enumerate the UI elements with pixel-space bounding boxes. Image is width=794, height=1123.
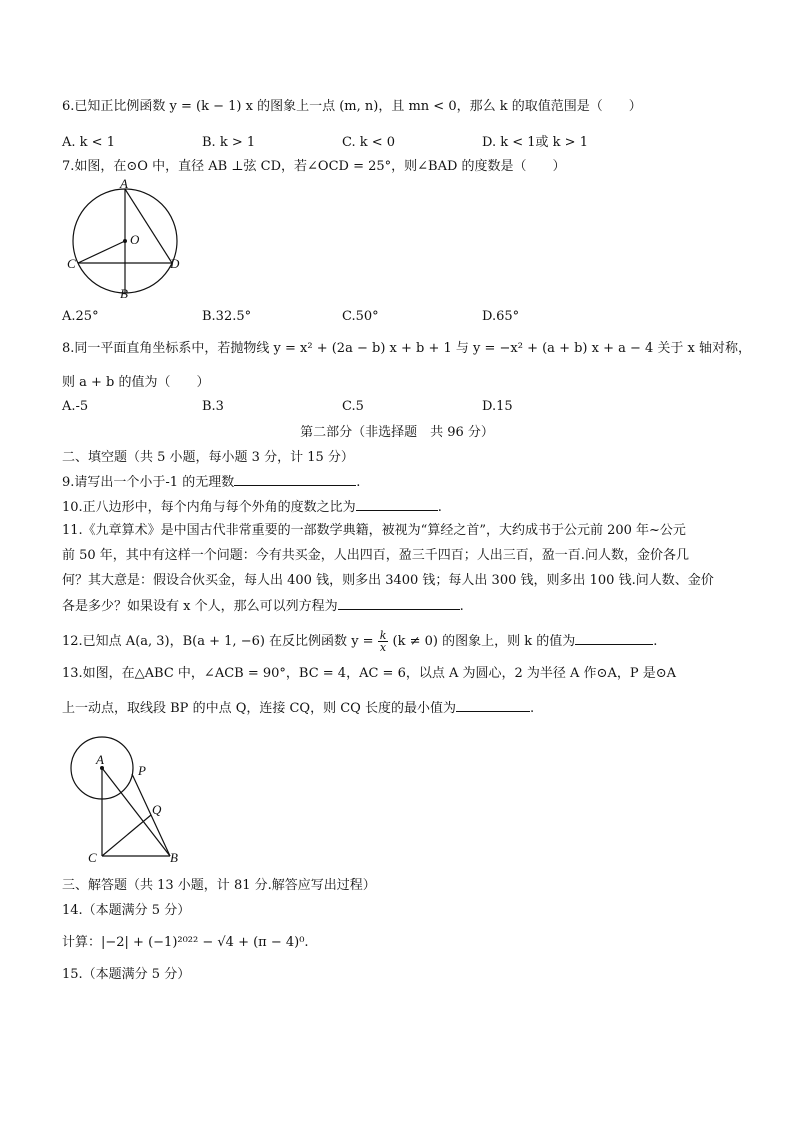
question-10-answer-blank — [356, 498, 438, 511]
question-12-answer-blank — [575, 632, 653, 645]
question-7-circle-figure — [62, 178, 192, 308]
question-8-text-line1: 同一平面直角坐标系中，若抛物线 y = x² + (2a − b) x + b + 1 与 y = −x² + (a + b) x + a − 4 关于 x 轴对称， — [74, 341, 752, 356]
question-8 — [62, 340, 751, 358]
question-11-line2: 前 50 年，其中有这样一个问题：今有共买金，人出四百，盈三千四百；人出三百，盈一百.问人数，金价各几 — [62, 548, 689, 563]
question-11-line3: 何？其大意是：假设合伙买金，每人出 400 钱，则多出 3400 钱；每人出 300 钱，则多出 100 钱.问人数、金价 — [62, 573, 714, 588]
question-11-line4: 各是多少？如果设有 x 个人，那么可以列方程为 . — [62, 599, 464, 614]
question-15-heading: 15.（本题满分 5 分） — [62, 967, 191, 982]
question-8-text-line2: 则 a + b 的值为（ ） — [62, 375, 210, 390]
question-6-option-d: D. k < 1或 k > 1 — [482, 135, 588, 150]
question-11-line1: 11.《九章算术》是中国古代非常重要的一部数学典籍，被视为“算经之首”，大约成书于公元前 200 年~公元 — [62, 523, 686, 538]
question-8-number: 8. — [62, 341, 75, 356]
figure7-label-c: C — [67, 256, 76, 271]
question-8-option-a: A.-5 — [62, 399, 89, 414]
fraction-denominator: x — [379, 641, 387, 654]
question-13-line1: 13.如图，在△ABC 中，∠ACB = 90°，BC = 4，AC = 6，以点 A 为圆心，2 为半径 A 作⊙A，P 是⊙A — [62, 666, 676, 681]
question-6-text: 已知正比例函数 y = (k − 1) x 的图象上一点 (m, n)，且 mn < 0，那么 k 的取值范围是（ ） — [74, 99, 642, 114]
question-12-suffix: (k ≠ 0) 的图象上，则 k 的值为 — [392, 634, 576, 649]
question-7-text: 如图，在⊙O 中，直径 AB ⊥弦 CD，若∠OCD = 25°，则∠BAD 的度数是（ ） — [74, 159, 566, 174]
figure13-label-c: C — [88, 850, 97, 865]
figure7-label-o: O — [130, 232, 140, 247]
question-6-option-a: A. k < 1 — [62, 135, 115, 150]
figure13-label-a: A — [96, 752, 104, 767]
question-13-triangle-figure — [62, 732, 192, 868]
question-7-option-b: B.32.5° — [202, 309, 252, 324]
question-8-option-c: C.5 — [342, 399, 364, 414]
figure7-label-d: D — [170, 256, 180, 271]
question-12: 12.已知点 A(a, 3)，B(a + 1, −6) 在反比例函数 y = $\frac{k}{x}$ (k ≠ 0) 的图象上，则 k 的值为 . — [62, 629, 658, 654]
question-6-option-c: C. k < 0 — [342, 135, 396, 150]
question-10: 10.正八边形中，每个内角与每个外角的度数之比为 . — [62, 500, 442, 515]
question-6 — [62, 98, 642, 116]
question-14-heading: 14.（本题满分 5 分） — [62, 903, 191, 918]
figure13-label-p: P — [138, 763, 146, 778]
question-6-stem: 6. — [62, 99, 75, 114]
section3-title: 三、解答题（共 13 小题，计 81 分.解答应写出过程） — [62, 878, 376, 893]
question-14-calculation: 计算：|−2| + (−1)²⁰²² − √4 + (π − 4)⁰. — [62, 935, 309, 950]
question-9-text: 9.请写出一个小于-1 的无理数 — [62, 475, 235, 490]
question-9: 9.请写出一个小于-1 的无理数 . — [62, 475, 361, 490]
part2-title: 第二部分（非选择题 共 96 分） — [300, 425, 494, 440]
question-12-fraction — [378, 630, 389, 653]
question-11-answer-blank — [338, 597, 460, 610]
figure13-label-b: B — [170, 850, 178, 865]
question-7-option-c: C.50° — [342, 309, 379, 324]
figure7-label-a: A — [120, 178, 128, 191]
question-13-line2: 上一动点，取线段 BP 的中点 Q，连接 CQ，则 CQ 长度的最小值为 . — [62, 701, 535, 716]
section2-title: 二、填空题（共 5 小题，每小题 3 分，计 15 分） — [62, 450, 354, 465]
figure7-label-b: B — [120, 286, 128, 301]
question-10-text: 10.正八边形中，每个内角与每个外角的度数之比为 — [62, 500, 356, 515]
fraction-numerator: k — [379, 629, 387, 642]
figure13-label-q: Q — [152, 802, 162, 817]
question-7-option-d: D.65° — [482, 309, 520, 324]
question-8-option-d: D.15 — [482, 399, 513, 414]
question-13-text-line2: 上一动点，取线段 BP 的中点 Q，连接 CQ，则 CQ 长度的最小值为 — [62, 701, 456, 716]
question-12-prefix: 12.已知点 A(a, 3)，B(a + 1, −6) 在反比例函数 y = — [62, 634, 374, 649]
question-7 — [62, 158, 566, 176]
question-6-option-b: B. k > 1 — [202, 135, 256, 150]
question-7-option-a: A.25° — [62, 309, 99, 324]
question-8-option-b: B.3 — [202, 399, 224, 414]
question-7-number: 7. — [62, 159, 75, 174]
question-11-text-line4: 各是多少？如果设有 x 个人，那么可以列方程为 — [62, 599, 338, 614]
question-13-answer-blank — [456, 699, 530, 712]
question-9-answer-blank — [234, 473, 356, 486]
